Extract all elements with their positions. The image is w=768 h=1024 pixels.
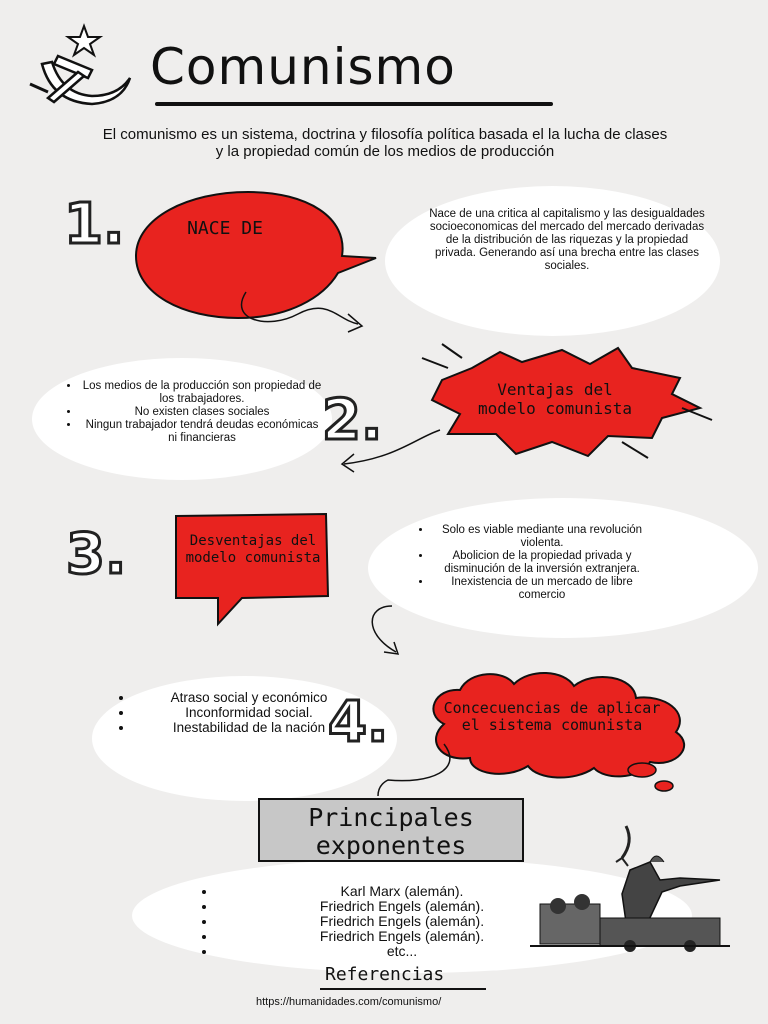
list-item: • No existen clases sociales [80,406,324,419]
section-4-label: Concecuencias de aplicar el sistema comunista [443,699,661,734]
list-item: • Inexistencia de un mercado de libre comercio [432,576,652,602]
section-2-number: 2. [322,388,383,453]
references-underline [320,988,486,990]
list-item: • etc... [217,944,587,959]
section-2-list [58,380,324,445]
list-item: • Inestabilidad de la nación [134,720,364,735]
intro-text: El comunismo es un sistema, doctrina y filosofía política basada el la lucha de clases y la propiedad común de los medios de producción [102,126,668,160]
arrow-icon [228,290,378,340]
section-1-number: 1. [64,192,125,257]
arrow-icon [370,740,480,800]
title-underline [155,102,553,106]
arrow-icon [356,604,406,660]
list-item: • Atraso social y económico [134,690,364,705]
list-item: • Solo es viable mediante una revolución violenta. [432,524,652,550]
section-3-number: 3. [66,522,127,587]
revolution-illustration [530,822,730,952]
section-4-number: 4. [328,690,389,755]
list-item: • Abolicion de la propiedad privada y disminución de la inversión extranjera. [432,550,652,576]
page-title: Comunismo [150,38,456,96]
exponentes-list [195,884,587,959]
section-3-label: Desventajas del modelo comunista [185,533,321,566]
star-icon [68,26,100,55]
callout-box [172,510,332,628]
exponentes-title: Principales exponentes [308,803,474,860]
list-item: • Ningun trabajador tendrá deudas económicas ni financieras [80,419,324,445]
section-4-list [112,690,364,735]
references-title: Referencias [325,964,445,985]
section-2-label: Ventajas del modelo comunista [477,380,633,418]
section-1-text: Nace de una critica al capitalismo y las desigualdades socioeconomicas del mercado del mercado derivadas de la distribución de las riquezas y la propiedad privada. Generando así una brecha entre las clases sociales. [429,208,705,272]
list-item: • Inconformidad social. [134,705,364,720]
hammer-sickle-icon [22,22,142,112]
section-3-list [410,524,652,602]
list-item: • Friedrich Engels (alemán). [217,899,587,914]
section-1-label: NACE DE [187,218,263,239]
list-item: • Friedrich Engels (alemán). [217,914,587,929]
exponentes-title-box [258,798,524,862]
list-item: • Friedrich Engels (alemán). [217,929,587,944]
arrow-icon [336,428,446,478]
list-item: • Los medios de la producción son propiedad de los trabajadores. [80,380,324,406]
reference-link[interactable]: https://humanidades.com/comunismo/ [256,996,442,1008]
list-item: • Karl Marx (alemán). [217,884,587,899]
